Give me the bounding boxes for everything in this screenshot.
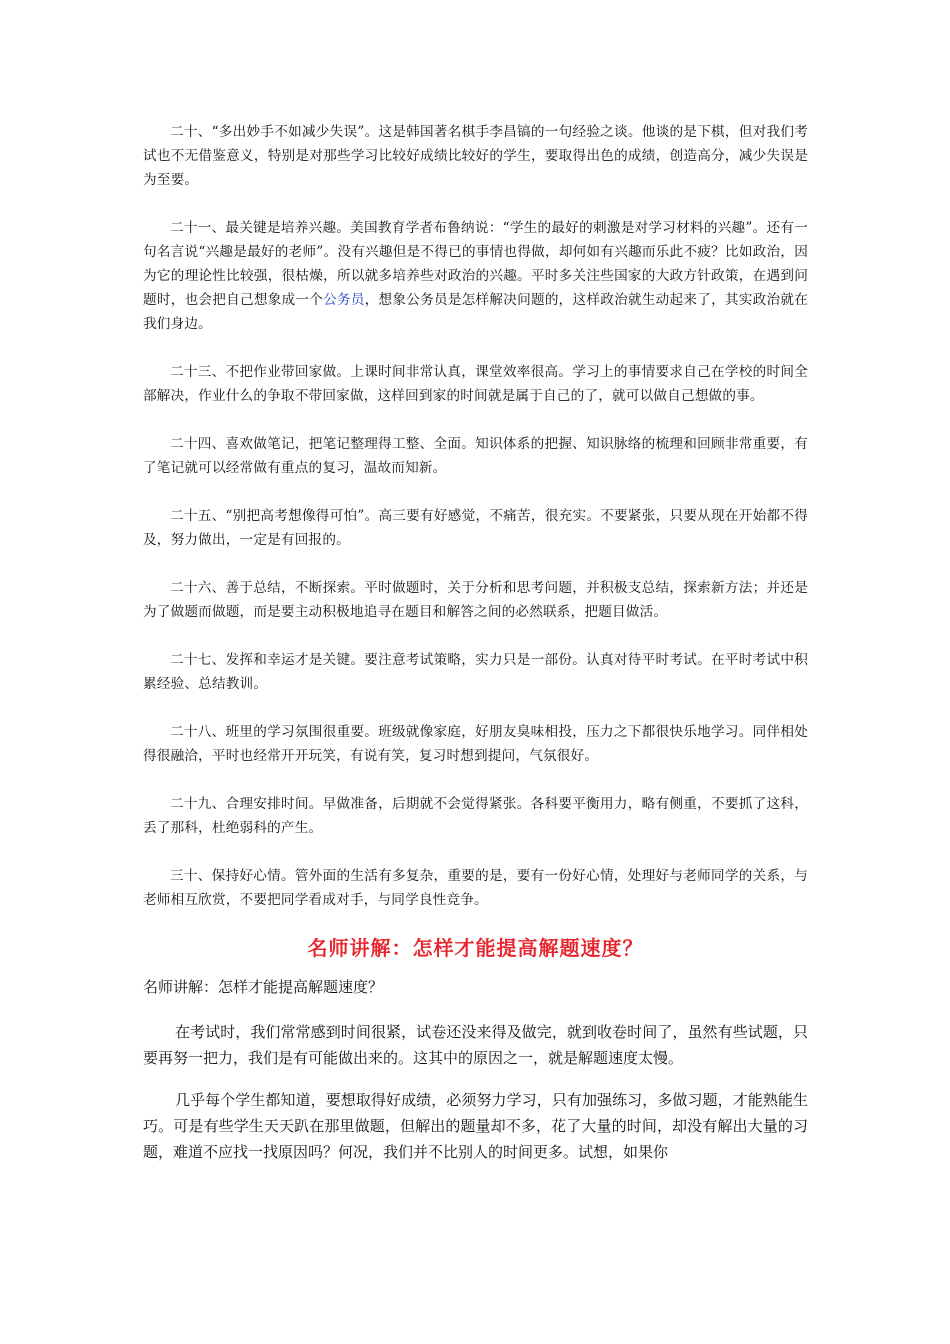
paragraph-27: 二十七、发挥和幸运才是关键。要注意考试策略，实力只是一部份。认真对待平时考试。在平时考试中积累经验、总结教训。	[143, 652, 808, 692]
paragraph-21	[143, 216, 808, 336]
section-heading: 名师讲解：怎样才能提高解题速度？	[307, 936, 644, 960]
section-subtitle: 名师讲解：怎样才能提高解题速度？	[143, 978, 384, 996]
section-body-1: 在考试时，我们常常感到时间很紧，试卷还没来得及做完，就到收卷时间了，虽然有些试题，只要再努一把力，我们是有可能做出来的。这其中的原因之一，就是解题速度太慢。	[143, 1023, 808, 1067]
paragraph-26: 二十六、善于总结，不断探索。平时做题时，关于分析和思考问题，并积极支总结，探索新方法；并还是为了做题而做题，而是要主动积极地追寻在题目和解答之间的必然联系，把题目做活。	[143, 580, 808, 620]
paragraph-24: 二十四、喜欢做笔记，把笔记整理得工整、全面。知识体系的把握、知识脉络的梳理和回顾非常重要，有了笔记就可以经常做有重点的复习，温故而知新。	[143, 436, 808, 476]
section-body-2: 几乎每个学生都知道，要想取得好成绩，必须努力学习，只有加强练习，多做习题，才能熟能生巧。可是有些学生天天趴在那里做题，但解出的题量却不多，花了大量的时间，却没有解出大量的习题，难道不应找一找原因吗？何况，我们并不比别人的时间更多。试想，如果你	[143, 1091, 808, 1161]
paragraph-28: 二十八、班里的学习氛围很重要。班级就像家庭，好朋友臭味相投，压力之下都很快乐地学习。同伴相处得很融洽，平时也经常开开玩笑，有说有笑，复习时想到提问，气氛很好。	[143, 724, 808, 764]
paragraph-30: 三十、保持好心情。管外面的生活有多复杂，重要的是，要有一份好心情，处理好与老师同学的关系，与老师相互欣赏，不要把同学看成对手，与同学良性竞争。	[143, 868, 808, 908]
paragraph-29: 二十九、合理安排时间。早做准备，后期就不会觉得紧张。各科要平衡用力，略有侧重，不要抓了这科，丢了那科，杜绝弱科的产生。	[143, 796, 808, 836]
paragraph-21-text-after: ，想象公务员是怎样解决问题的，这样政治就生动起来了，其实政治就在我们身边。	[143, 292, 808, 332]
paragraph-25: 二十五、“别把高考想像得可怕”。高三要有好感觉，不痛苦，很充实。不要紧张，只要从现在开始都不得及，努力做出，一定是有回报的。	[143, 508, 808, 548]
document-page	[143, 120, 808, 1181]
civil-servant-link[interactable]: 公务员	[323, 292, 365, 308]
paragraph-23: 二十三、不把作业带回家做。上课时间非常认真，课堂效率很高。学习上的事情要求自己在学校的时间全部解决，作业什么的争取不带回家做，这样回到家的时间就是属于自己的了，就可以做自己想做的事。	[143, 364, 808, 404]
paragraph-20: 二十、“多出妙手不如减少失误”。这是韩国著名棋手李昌镐的一句经验之谈。他谈的是下棋，但对我们考试也不无借鉴意义，特别是对那些学习比较好成绩比较好的学生，要取得出色的成绩，创造高分，减少失误是为至要。	[143, 124, 808, 188]
paragraph-21-text-before: 二十一、最关键是培养兴趣。美国教育学者布鲁纳说：“学生的最好的刺激是对学习材料的兴趣”。还有一句名言说“兴趣是最好的老师”。没有兴趣但是不得已的事情也得做，却何如有兴趣而乐此不疲？比如政治，因为它的理论性比较强，很枯燥，所以就多培养些对政治的兴趣。平时多关注些国家的大政方针政策，在遇到问题时，也会把自己想象成一个	[143, 220, 808, 308]
